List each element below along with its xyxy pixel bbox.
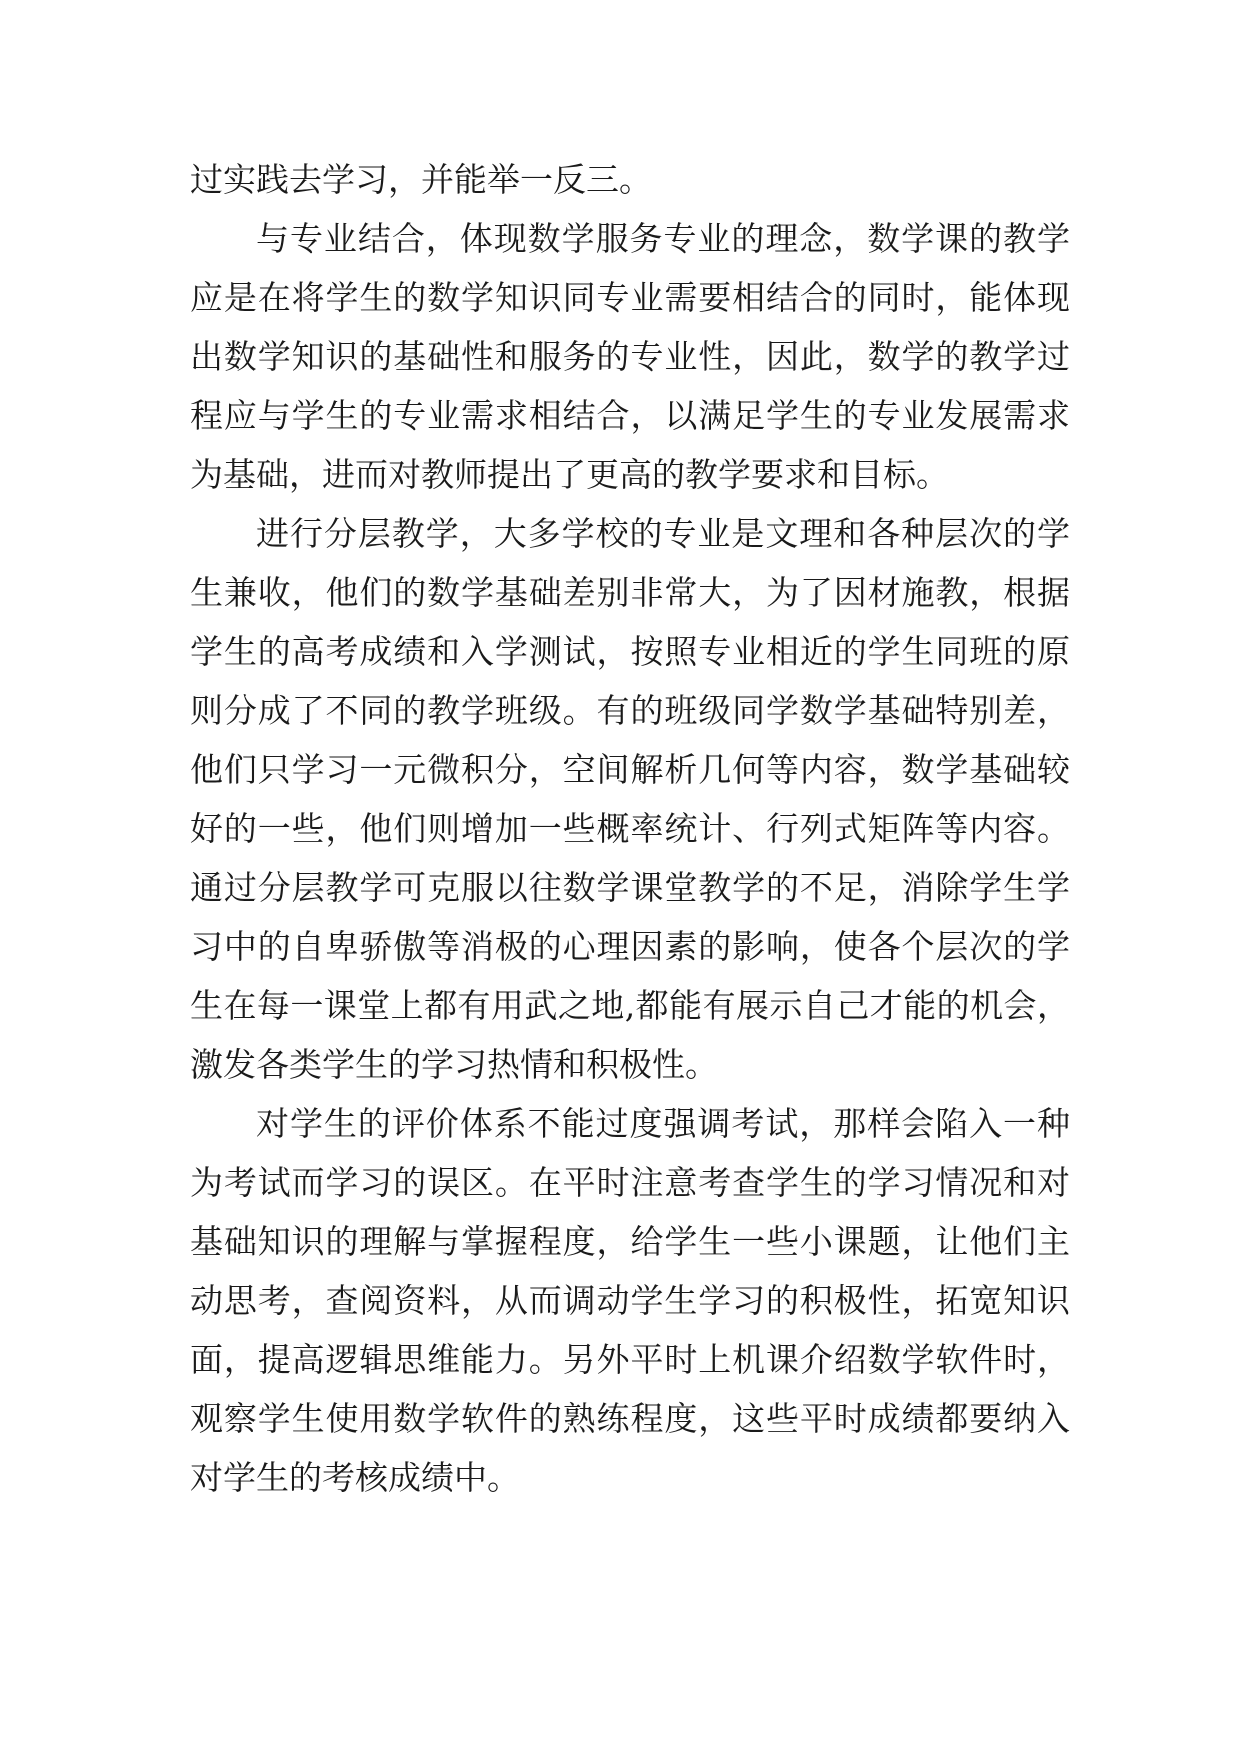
text-line: 应是在将学生的数学知识同专业需要相结合的同时，能体现 bbox=[190, 278, 1070, 317]
paragraph-first-line: 与专业结合，体现数学服务专业的理念，数学课的教学 bbox=[256, 219, 1070, 258]
text-line: 生兼收，他们的数学基础差别非常大，为了因材施教，根据 bbox=[190, 573, 1070, 612]
text-line: 出数学知识的基础性和服务的专业性，因此，数学的教学过 bbox=[190, 337, 1070, 376]
text-line: 对学生的考核成绩中。 bbox=[190, 1458, 520, 1497]
document-body bbox=[190, 150, 1070, 1507]
text-line: 好的一些，他们则增加一些概率统计、行列式矩阵等内容。 bbox=[190, 809, 1070, 848]
text-line: 通过分层教学可克服以往数学课堂教学的不足，消除学生学 bbox=[190, 868, 1070, 907]
text-line: 过实践去学习，并能举一反三。 bbox=[190, 160, 652, 199]
text-line: 基础知识的理解与掌握程度，给学生一些小课题，让他们主 bbox=[190, 1222, 1070, 1261]
text-line: 动思考，查阅资料，从而调动学生学习的积极性，拓宽知识 bbox=[190, 1281, 1070, 1320]
text-line: 则分成了不同的教学班级。有的班级同学数学基础特别差， bbox=[190, 691, 1070, 730]
text-line: 激发各类学生的学习热情和积极性。 bbox=[190, 1045, 718, 1084]
text-line: 学生的高考成绩和入学测试，按照专业相近的学生同班的原 bbox=[190, 632, 1070, 671]
paragraph-first-line: 进行分层教学，大多学校的专业是文理和各种层次的学 bbox=[256, 514, 1070, 553]
text-line: 程应与学生的专业需求相结合，以满足学生的专业发展需求 bbox=[190, 396, 1070, 435]
text-line: 为基础，进而对教师提出了更高的教学要求和目标。 bbox=[190, 455, 949, 494]
text-line: 面，提高逻辑思维能力。另外平时上机课介绍数学软件时， bbox=[190, 1340, 1070, 1379]
text-line: 观察学生使用数学软件的熟练程度，这些平时成绩都要纳入 bbox=[190, 1399, 1070, 1438]
text-line: 他们只学习一元微积分，空间解析几何等内容，数学基础较 bbox=[190, 750, 1070, 789]
text-line: 习中的自卑骄傲等消极的心理因素的影响，使各个层次的学 bbox=[190, 927, 1070, 966]
text-line: 生在每一课堂上都有用武之地,都能有展示自己才能的机会， bbox=[190, 986, 1070, 1025]
paragraph-first-line: 对学生的评价体系不能过度强调考试，那样会陷入一种 bbox=[256, 1104, 1070, 1143]
text-line: 为考试而学习的误区。在平时注意考查学生的学习情况和对 bbox=[190, 1163, 1070, 1202]
